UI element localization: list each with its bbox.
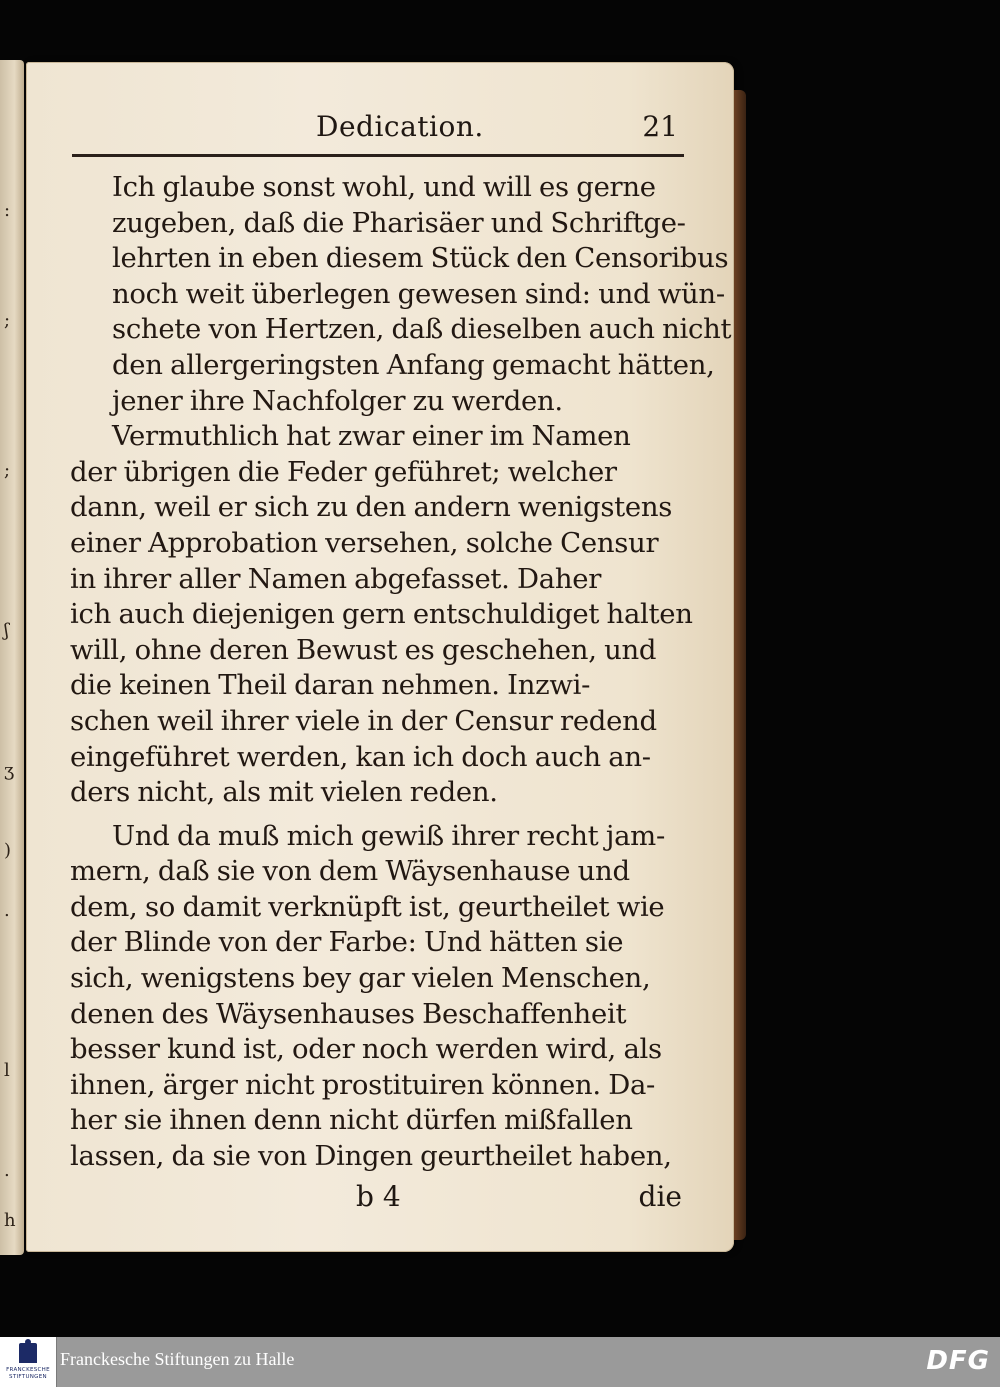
text-line: der Blinde von der Farbe: Und hätten sie bbox=[70, 926, 624, 959]
text-line: lehrten in eben diesem Stück den Censoribus bbox=[112, 242, 729, 275]
page-header bbox=[66, 110, 686, 150]
paragraph-2 bbox=[70, 419, 693, 811]
body-text bbox=[70, 170, 732, 1175]
franckesche-stiftungen-logo-icon[interactable] bbox=[0, 1337, 57, 1387]
paragraph-3 bbox=[70, 819, 686, 1175]
previous-page-edge bbox=[0, 60, 24, 1255]
page-number: 21 bbox=[642, 110, 678, 143]
text-line: noch weit überlegen gewesen sind: und wün- bbox=[112, 277, 725, 310]
text-line: mern, daß sie von dem Wäysenhause und bbox=[70, 855, 630, 888]
text-line: in ihrer aller Namen abgefasset. Daher bbox=[70, 562, 602, 595]
text-line: einer Approbation versehen, solche Censur bbox=[70, 526, 659, 559]
signature-mark: b 4 bbox=[356, 1180, 401, 1213]
text-line: sich, wenigstens bey gar vielen Menschen, bbox=[70, 962, 651, 995]
text-line: der übrigen die Feder geführet; welcher bbox=[70, 455, 617, 488]
header-rule bbox=[72, 154, 684, 157]
text-line: den allergeringsten Anfang gemacht hätten, bbox=[112, 348, 715, 381]
book-spine bbox=[734, 90, 746, 1240]
text-line: schen weil ihrer viele in der Censur redend bbox=[70, 704, 657, 737]
text-line: zugeben, daß die Pharisäer und Schriftge- bbox=[112, 206, 686, 239]
dfg-logo[interactable]: DFG bbox=[926, 1346, 990, 1376]
text-line: ihnen, ärger nicht prostituiren können. Da- bbox=[70, 1068, 656, 1101]
book-page bbox=[26, 62, 734, 1252]
text-line: will, ohne deren Bewust es geschehen, und bbox=[70, 633, 657, 666]
paragraph-1 bbox=[70, 170, 732, 419]
text-line: die keinen Theil daran nehmen. Inzwi- bbox=[70, 669, 591, 702]
running-head: Dedication. bbox=[316, 110, 484, 143]
text-line: dem, so damit verknüpft ist, geurtheilet wie bbox=[70, 890, 665, 923]
text-line: eingeführet werden, kan ich doch auch an- bbox=[70, 740, 651, 773]
previous-page-marks: : ; ; ʃ ʒ ) . l . h bbox=[4, 200, 16, 1231]
catchword: die bbox=[638, 1180, 682, 1213]
logo-text: FRANCKESCHE STIFTUNGEN bbox=[6, 1367, 50, 1380]
text-line: jener ihre Nachfolger zu werden. bbox=[112, 384, 563, 417]
text-line: dann, weil er sich zu den andern wenigstens bbox=[70, 491, 673, 524]
building-icon bbox=[19, 1343, 37, 1363]
institution-link[interactable]: Franckesche Stiftungen zu Halle bbox=[60, 1349, 295, 1369]
footer-banner bbox=[0, 1337, 1000, 1387]
text-line: ich auch diejenigen gern entschuldiget halten bbox=[70, 598, 693, 631]
text-line: lassen, da sie von Dingen geurtheilet haben, bbox=[70, 1140, 672, 1173]
page-footer bbox=[66, 1180, 686, 1220]
text-line: Und da muß mich gewiß ihrer recht jam- bbox=[112, 819, 665, 852]
text-line: schete von Hertzen, daß dieselben auch nicht bbox=[112, 313, 732, 346]
text-line: ders nicht, als mit vielen reden. bbox=[70, 776, 498, 809]
text-line: Ich glaube sonst wohl, und will es gerne bbox=[112, 171, 656, 203]
text-line: Vermuthlich hat zwar einer im Namen bbox=[112, 420, 631, 453]
text-line: besser kund ist, oder noch werden wird, als bbox=[70, 1033, 662, 1066]
text-line: denen des Wäysenhauses Beschaffenheit bbox=[70, 997, 627, 1030]
text-line: her sie ihnen denn nicht dürfen mißfallen bbox=[70, 1104, 633, 1137]
